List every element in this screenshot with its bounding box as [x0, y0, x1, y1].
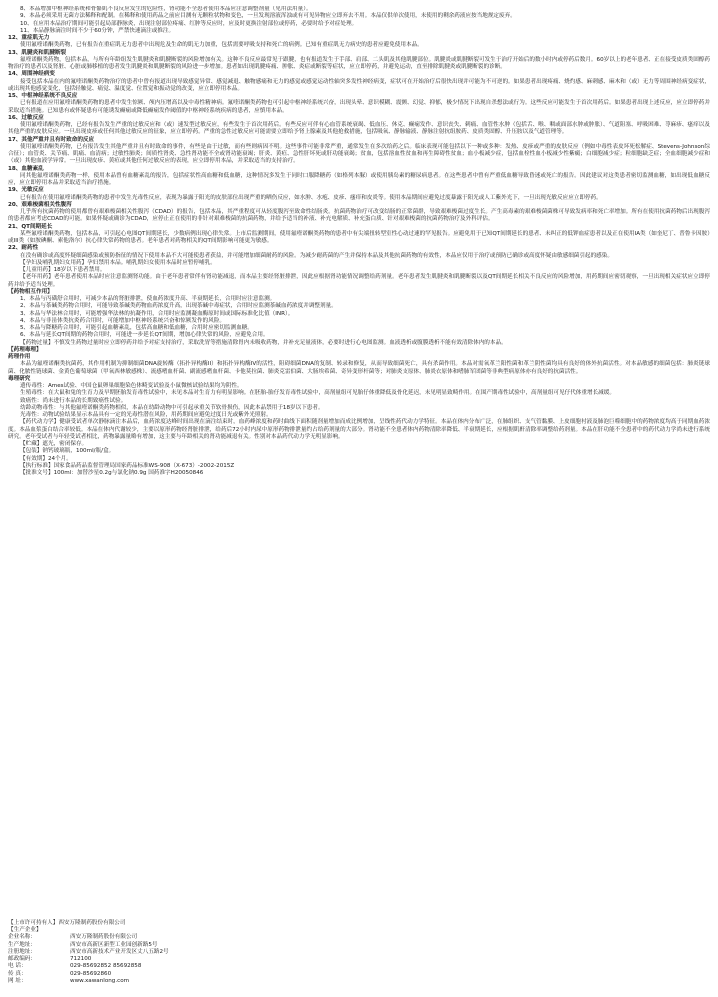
manufacturer-info	[8, 920, 710, 985]
body-paragraph: 某些氟喹诺酮类药物，包括本品，可引起心电图QT间期延长，少数病例出现心律失常。上市后监测期间，使用氟喹诺酮类药物的患者中有尖端扭转型室性心动过速的罕见报告。应避免用于已知QT间期延长的患者、未纠正的低钾血症患者以及正在使用IA类（如奎尼丁、普鲁卡因胺）或III类（如胺碘酮、索他洛尔）抗心律失常药物的患者。老年患者对药物相关的QT间期影响可能更为敏感。	[8, 230, 710, 244]
address-row	[8, 942, 710, 949]
website-link[interactable]: www.xawanlong.com	[70, 977, 130, 984]
company-label: 企业名称：	[8, 934, 36, 941]
address-value: 西安市高新区新型工业园创新路5号	[70, 941, 158, 948]
body-paragraph: 【有效期】24个月。	[20, 455, 72, 462]
body-paragraph: 本品为氟喹诺酮类抗菌药，其作用机制为抑制细菌DNA旋转酶（拓扑异构酶II）和拓扑异构酶IV的活性，阻碍细菌DNA的复制、转录和修复，从而导致细菌死亡，具有杀菌作用。本品对需氧革兰阳性菌和革兰阴性菌均具有良好的体外抗菌活性。对本品敏感的细菌包括：肺炎链球菌、化脓性链球菌、金黄色葡萄球菌（甲氧西林敏感株）、流感嗜血杆菌、副流感嗜血杆菌、卡他莫拉菌、肺炎克雷伯菌、大肠埃希菌、奇异变形杆菌等；对肺炎支原体、肺炎衣原体和嗜肺军团菌等非典型病原体亦有良好的抗菌活性。	[8, 361, 710, 375]
fax-value: 029-85692860	[70, 970, 112, 977]
fax-row	[8, 971, 710, 978]
address-label: 生产地址：	[8, 941, 36, 948]
postcode-value: 712100	[70, 956, 92, 962]
section-heading: 13、肌腱炎和肌腱断裂	[8, 49, 67, 56]
section-heading: 20、艰难梭菌相关性腹泻	[8, 201, 72, 208]
website-row	[8, 978, 710, 985]
body-paragraph: 5、本品与降糖药合用时，可能引起血糖紊乱，包括高血糖和低血糖，合用时应密切监测血糖。	[20, 325, 253, 331]
registered-address-label: 注册地址：	[8, 948, 36, 955]
body-paragraph: 接受包括本品在内的氟喹诺酮类药物治疗的患者中曾有报道出现导致感觉异常、感觉减退、触物感痛和无力的感觉或感觉运动性轴突多发性神经病变，症状可在开始治疗后很快出现并可能为不可逆的。如果患者出现疼痛、烧灼感、麻刺感、麻木和（或）无力等周围神经病变症状，或出现其他感觉变化，包括轻触觉、痛觉、温度觉、位置觉和振动觉的改变，应立即停用本品。	[8, 78, 710, 92]
body-paragraph: 10、在应用本品治疗期间可能引起局部静脉炎，出现注射部位疼痛、红肿等反应时，应及时更换注射部位或停药，必要时给予对症处理。	[20, 20, 358, 27]
phone-label: 电 话：	[8, 963, 27, 970]
insert-body-text	[8, 6, 710, 477]
body-paragraph: 在没有确诊或高度怀疑细菌感染或预防指征的情况下使用本品不大可能使患者获益，并可能增加细菌耐药的风险。为减少耐药菌的产生并保持本品及其他抗菌药物的有效性，本品应仅用于治疗或预防已确诊或高度怀疑由敏感细菌引起的感染。	[20, 252, 613, 259]
body-paragraph: 【执行标准】国家食品药品监督管理局国家药品标准WS-908（X-673）-2002-2015Z	[20, 462, 235, 469]
section-heading: 【药物相互作用】	[8, 288, 53, 295]
package-insert-page	[8, 6, 710, 985]
body-paragraph: 4、本品与非甾体类抗炎药合用时，可能增加中枢神经系统兴奋和惊厥发作的风险。	[20, 317, 225, 324]
body-paragraph: 6、本品与延长QT间期的药物合用时，可能进一步延长QT间期，增加心律失常的风险，应避免合用。	[20, 332, 269, 339]
marketing-holder: 【上市许可持有人】西安万隆制药股份有限公司	[8, 919, 126, 926]
body-paragraph: 同其他氟喹诺酮类药物一样，使用本品曾有血糖紊乱的报告，包括症状性高血糖和低血糖，这种情况多发生于同时口服降糖药（如格列本脲）或使用胰岛素的糖尿病患者。在这些患者中曾有严重低血糖导致昏迷或死亡的报告。因此建议对这类患者密切监测血糖，如出现低血糖反应，应立即停用本品并采取适当治疗措施。	[8, 172, 710, 186]
body-paragraph: 氟喹诺酮类药物，包括本品，与所有年龄组发生肌腱炎和肌腱断裂的风险增加有关。这种不良反应最常见于跟腱，也有报道发生于手部、肩部、二头肌及其他肌腱部位。肌腱炎或肌腱断裂可发生于治疗开始后的数小时内或停药后数月。60岁以上的老年患者、正在接受皮质类固醇药物治疗的患者以及肾脏、心脏或肺移植的患者发生肌腱炎和肌腱断裂的风险进一步增加。患者如出现肌腱疼痛、肿胀、炎症或断裂等症状，应立即停药，并避免运动，直至排除肌腱炎或肌腱断裂的诊断。	[8, 56, 710, 70]
section-heading: 19、光敏反应	[8, 187, 44, 194]
section-heading: 12、重症肌无力	[8, 35, 50, 41]
body-paragraph: 【老年用药】老年患者使用本品时应注意监测肾功能。由于老年患者常伴有肾功能减退，而本品主要经肾脏排泄，因此应根据肾功能情况调整给药剂量。老年患者发生肌腱炎和肌腱断裂以及QT间期延长相关不良反应的风险增加，用药期间应密切观察，一旦出现相关症状应立即停药并给予适当处理。	[8, 274, 710, 288]
body-paragraph: 【包装】钠钙玻璃瓶，100ml/瓶/盒。	[20, 448, 115, 455]
body-paragraph: 【贮藏】遮光，密闭保存。	[20, 441, 88, 447]
body-paragraph: 已有报道在应用氟喹诺酮类药物的患者中发生惊厥、颅内压增高以及中毒性精神病。氟喹诺酮类药物也可引起中枢神经系统兴奋，出现头晕、意识模糊、震颤、幻觉、抑郁，极少情况下出现自杀想法或行为。这些反应可能发生于首次用药后。如果患者出现上述反应，应立即停药并采取适当措施。已知患有或怀疑患有可能诱发癫痫或降低癫痫发作阈值的中枢神经系统疾病的患者，应慎用本品。	[8, 100, 710, 114]
body-paragraph: 【儿童用药】18岁以下患者禁用。	[20, 267, 106, 273]
body-paragraph: 【药代动力学】健康受试者单次静脉滴注本品后，血药浓度达峰时间出现在滴注结束时，血药峰浓度和药时曲线下面积随剂量增加而成比例增加，呈线性药代动力学特征。本品在体内分布广泛，在肺组织、支气管黏膜、上皮细胞衬液及肺泡巨噬细胞中的药物浓度均高于同期血药浓度。本品血浆蛋白结合率较低。本品在体内代谢较少，主要以原形药物经肾脏排泄，给药后72小时内尿中原形药物排泄量约占给药剂量的大部分。肾功能不全患者体内药物清除率降低、半衰期延长，应根据肌酐清除率调整给药剂量。本品在肝功能不全患者中的药代动力学尚未进行系统研究。老年受试者与年轻受试者相比，药物暴露量略有增加，这主要与年龄相关的肾功能减退有关。性别对本品药代动力学无明显影响。	[8, 419, 710, 440]
section-heading: 毒理研究	[8, 375, 31, 382]
body-paragraph: 生殖毒性：在大鼠和兔的生育力及早期胚胎发育毒性试验中，未见本品对生育力有明显影响。在胚胎-胎仔发育毒性试验中，高剂量组可见胎仔体重降低及骨化延迟，未见明显致畸作用。在围产期毒性试验中，高剂量组可见仔代体重增长减缓。	[20, 390, 615, 397]
section-heading: 15、中枢神经系统不良反应	[8, 93, 78, 99]
body-paragraph: 【孕妇及哺乳期妇女用药】孕妇禁用本品。哺乳期妇女使用本品时应暂停哺乳。	[20, 259, 216, 266]
body-paragraph: 2、本品与茶碱类药物合用时，可能导致茶碱类药物血药浓度升高，出现茶碱中毒症状，合用时应监测茶碱血药浓度并调整剂量。	[20, 303, 337, 310]
section-heading: 17、其他严重并且有时致命的反应	[8, 136, 95, 143]
body-paragraph: 1、本品与丙磺舒合用时，可减少本品的肾脏排泄，使血药浓度升高、半衰期延长，合用时应注意监测。	[20, 296, 276, 302]
section-heading: 14、周围神经病变	[8, 71, 55, 78]
body-paragraph: 3、本品与华法林合用时，可能增强华法林的抗凝作用，合用时应监测凝血酶原时间或国际标准化比值（INR）。	[20, 310, 294, 317]
body-paragraph: 已有报告在使用氟喹诺酮类药物的患者中发生光毒性反应，表现为暴露于阳光的皮肤部位出现严重的晒伤反应，如水肿、水疱、皮疹、瘙痒和皮炎等。使用本品期间应避免过度暴露于阳光或人工紫外光下，一旦出现光敏反应应立即停药。	[20, 194, 602, 201]
section-heading: 药理作用	[8, 354, 31, 360]
phone-value: 029-85692852 85692858	[70, 963, 142, 970]
body-paragraph: 几乎所有抗菌药物的使用都曾有艰难梭菌相关性腹泻（CDAD）的报告，包括本品，其严重程度可从轻度腹泻至致命性结肠炎。抗菌药物治疗可改变结肠的正常菌群，导致艰难梭菌过度生长。产生高毒素的艰难梭菌菌株可导致发病率和死亡率增加。所有在使用抗菌药物后出现腹泻的患者都应考虑CDAD的可能。如果怀疑或确诊为CDAD，应停止正在使用的非针对艰难梭菌的抗菌药物，并给予适当的补液、补充电解质、补充蛋白质、针对艰难梭菌的抗菌药物治疗及外科评估。	[8, 209, 710, 223]
body-paragraph: 遗传毒性：Ames试验、中国仓鼠卵巢细胞染色体畸变试验及小鼠微核试验结果均为阴性。	[20, 383, 243, 389]
section-heading: 16、过敏反应	[8, 114, 44, 121]
section-heading: 【药理毒理】	[8, 346, 42, 353]
phone-row	[8, 963, 710, 970]
body-paragraph: 8、本品增加中枢神经系统和骨骼肌不良反应发生的危险性，肾功能不全患者使用本品应注意调整剂量（见用法用量）。	[20, 6, 312, 12]
body-paragraph: 使用氟喹诺酮类药物，已经有报告发生严重的过敏反应和（或）速发型过敏反应，有些发生于首次用药后。有些反应可伴有心血管系统衰竭、低血压、休克、癫痫发作、意识丧失、刺痛、血管性水肿（包括舌、喉、咽或面部水肿或肿胀）、气道阻塞、呼吸困难、荨麻疹、瘙痒以及其他严重的皮肤反应。一旦出现皮疹或任何其他过敏反应的征象，应立即停药。严重的急性过敏反应可能需要立即给予肾上腺素及其他抢救措施，包括吸氧、静脉输液、静脉注射抗组胺药、皮质类固醇、升压胺以及气道管理等。	[8, 122, 710, 136]
website-label: 网 址：	[8, 977, 27, 984]
section-heading: 18、血糖紊乱	[8, 165, 44, 172]
body-paragraph: 11、本品静脉滴注时间不少于60分钟，严禁快速滴注或推注。	[20, 27, 175, 34]
manufacturer-heading: 【生产企业】	[8, 927, 42, 933]
fax-label: 传 真：	[8, 970, 27, 977]
body-paragraph: 光毒性：动物试验结果显示本品具有一定的光毒性潜在风险，用药期间应避免过度日光或紫外光照射。	[20, 412, 272, 418]
body-paragraph: 【药物过量】不慎发生药物过量时应立即停药并给予对症支持治疗，采取洗胃等措施清除胃内未吸收药物，并补充足量液体，必要时进行心电图监测。血液透析或腹膜透析不能有效清除体内的本品。	[20, 339, 507, 346]
body-paragraph: 幼龄动物毒性：与其他氟喹诺酮类药物相似，本品在幼龄动物中可引起承重关节软骨损伤，因此本品禁用于18岁以下患者。	[20, 404, 324, 411]
company-name: 西安万隆制药股份有限公司	[70, 934, 138, 941]
body-paragraph: 9、本品必须采用无菌方法稀释和配制。在稀释和使用药品之前应目测有无颗粒状物和变色，一旦发现溶液浑浊或有可见异物应立即弃去不用。本品仅供单次使用，未使用的剩余药液应按当地规定废弃。	[20, 13, 516, 20]
section-heading: 22、耐药性	[8, 245, 39, 252]
company-name-row	[8, 934, 710, 941]
body-paragraph: 【批准文号】100ml：加替沙星0.2g与氯化钠0.9g 国药准字H20050846	[20, 470, 204, 476]
body-paragraph: 使用氟喹诺酮类药物，已有报告在重症肌无力患者中出现危及生命的肌无力加重，包括需要呼吸支持和死亡的病例。已知有重症肌无力病史的患者应避免使用本品。	[20, 42, 423, 49]
postcode-label: 邮政编码：	[8, 956, 36, 962]
registered-address-value: 西安市高新技术产业开发区丈八五路2号	[70, 948, 169, 955]
registered-address-row	[8, 949, 710, 956]
section-heading: 21、QT间期延长	[8, 223, 53, 230]
body-paragraph: 使用氟喹诺酮类药物，已有报告发生其他严重并且有时致命的事件，有些是由于过敏，而有些则病因不明。这些事件可能非常严重，通常发生在多次给药之后。临床表现可能包括以下一种或多种：发热、皮疹或严重的皮肤反应（例如中毒性表皮坏死松解症、Stevens-Johnson综合征）；血管炎、关节痛、肌痛、血清病；过敏性肺炎；间质性肾炎、急性肾功能不全或肾功能衰竭；肝炎、黄疸、急性肝坏死或肝功能衰竭；贫血，包括溶血性贫血和再生障碍性贫血；血小板减少症，包括血栓性血小板减少性紫癜；白细胞减少症；粒细胞缺乏症；全血细胞减少症和（或）其他血液学异常。一旦出现皮疹、黄疸或其他任何过敏反应的表现，应立即停用本品，并采取适当的支持治疗。	[8, 143, 710, 165]
body-paragraph: 致癌性：尚未进行本品的长期致癌性试验。	[20, 397, 127, 404]
